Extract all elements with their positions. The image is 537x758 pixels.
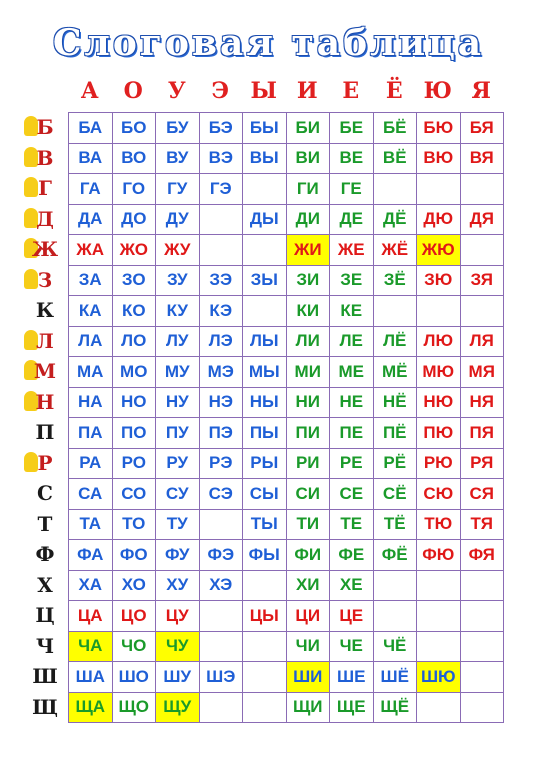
syllable-cell: ШЭ xyxy=(200,662,244,693)
consonant-label xyxy=(22,356,68,387)
syllable-cell xyxy=(461,571,505,602)
syllable-cell: НЁ xyxy=(374,388,418,419)
syllable-cell: ТЫ xyxy=(243,510,287,541)
syllable-cell: ТО xyxy=(113,510,157,541)
table-row xyxy=(69,327,504,358)
syllable-cell: ЧЕ xyxy=(330,632,374,663)
syllable-cell: ЖЁ xyxy=(374,235,418,266)
syllable-cell: СУ xyxy=(156,479,200,510)
consonant-letter: Х xyxy=(37,572,53,597)
syllable-cell xyxy=(417,632,461,663)
syllable-cell: ЧО xyxy=(113,632,157,663)
table-row xyxy=(69,632,504,663)
syllable-cell: ПЕ xyxy=(330,418,374,449)
consonant-letter: С xyxy=(37,481,53,506)
syllable-cell: ВА xyxy=(69,144,113,175)
vowel-header: Я xyxy=(471,78,491,104)
syllable-cell: ГО xyxy=(113,174,157,205)
syllable-cell xyxy=(243,662,287,693)
consonant-label xyxy=(22,448,68,479)
syllable-cell: ШЕ xyxy=(330,662,374,693)
bell-icon xyxy=(24,177,38,197)
syllable-cell: ХО xyxy=(113,571,157,602)
syllable-cell: ДЕ xyxy=(330,205,374,236)
syllable-cell: ЧЁ xyxy=(374,632,418,663)
syllable-cell: ЗЫ xyxy=(243,266,287,297)
syllable-cell: БУ xyxy=(156,113,200,144)
table-row xyxy=(69,205,504,236)
syllable-cell: ЩУ xyxy=(156,693,200,724)
vowel-header: А xyxy=(80,78,99,104)
consonant-letter: З xyxy=(37,267,53,292)
syllable-cell: ЖИ xyxy=(287,235,331,266)
syllable-cell: БА xyxy=(69,113,113,144)
syllable-cell: БИ xyxy=(287,113,331,144)
syllable-cell: ДУ xyxy=(156,205,200,236)
consonant-letter: Щ xyxy=(32,694,58,719)
syllable-cell: КЕ xyxy=(330,296,374,327)
syllable-cell: ВУ xyxy=(156,144,200,175)
syllable-cell: ПЫ xyxy=(243,418,287,449)
table-row xyxy=(69,266,504,297)
syllable-cell: СА xyxy=(69,479,113,510)
syllable-cell: ЩЁ xyxy=(374,693,418,724)
syllable-cell: КУ xyxy=(156,296,200,327)
syllable-cell: ЛИ xyxy=(287,327,331,358)
syllable-cell xyxy=(200,601,244,632)
syllable-cell xyxy=(200,632,244,663)
syllable-cell: ДЯ xyxy=(461,205,505,236)
syllable-cell: ДА xyxy=(69,205,113,236)
syllable-cell: ЗЮ xyxy=(417,266,461,297)
syllable-table xyxy=(68,112,504,723)
consonant-label xyxy=(22,326,68,357)
syllable-cell xyxy=(200,205,244,236)
table-row xyxy=(69,357,504,388)
syllable-cell: МЁ xyxy=(374,357,418,388)
consonant-label xyxy=(22,234,68,265)
consonant-label xyxy=(22,387,68,418)
vowel-header: Э xyxy=(211,78,229,104)
syllable-cell: СО xyxy=(113,479,157,510)
syllable-cell: ВЮ xyxy=(417,144,461,175)
syllable-cell xyxy=(374,601,418,632)
syllable-cell: ЛО xyxy=(113,327,157,358)
syllable-cell: ШЁ xyxy=(374,662,418,693)
consonant-letter: В xyxy=(36,145,54,170)
table-row xyxy=(69,144,504,175)
vowel-header: Е xyxy=(342,78,360,104)
table-row xyxy=(69,479,504,510)
syllable-cell: ЛЯ xyxy=(461,327,505,358)
consonant-label xyxy=(22,204,68,235)
syllable-cell: ДЫ xyxy=(243,205,287,236)
consonant-label xyxy=(22,265,68,296)
vowel-header: О xyxy=(123,78,143,104)
syllable-cell xyxy=(417,296,461,327)
syllable-cell: ЖЕ xyxy=(330,235,374,266)
table-row xyxy=(69,388,504,419)
syllable-cell: БЕ xyxy=(330,113,374,144)
syllable-cell: ЗО xyxy=(113,266,157,297)
syllable-cell xyxy=(243,571,287,602)
syllable-cell: ЦУ xyxy=(156,601,200,632)
syllable-cell: ГЕ xyxy=(330,174,374,205)
consonant-label xyxy=(22,692,68,723)
table-row xyxy=(69,113,504,144)
table-row xyxy=(69,174,504,205)
consonant-letter: Д xyxy=(36,206,54,231)
syllable-cell: РО xyxy=(113,449,157,480)
syllable-cell xyxy=(200,510,244,541)
syllable-cell: РЯ xyxy=(461,449,505,480)
syllable-cell xyxy=(374,174,418,205)
syllable-cell: ЦА xyxy=(69,601,113,632)
syllable-cell: НЫ xyxy=(243,388,287,419)
syllable-cell xyxy=(200,693,244,724)
syllable-cell: НЮ xyxy=(417,388,461,419)
syllable-cell: ФИ xyxy=(287,540,331,571)
syllable-cell: ЩЕ xyxy=(330,693,374,724)
syllable-cell xyxy=(243,632,287,663)
syllable-cell: ФЯ xyxy=(461,540,505,571)
syllable-cell: СЁ xyxy=(374,479,418,510)
syllable-cell: МЫ xyxy=(243,357,287,388)
syllable-cell: ШЮ xyxy=(417,662,461,693)
syllable-cell: ТЁ xyxy=(374,510,418,541)
consonant-label xyxy=(22,631,68,662)
consonant-column xyxy=(22,112,68,722)
syllable-cell: ХА xyxy=(69,571,113,602)
syllable-cell xyxy=(243,235,287,266)
syllable-cell: ЖО xyxy=(113,235,157,266)
syllable-cell: ФО xyxy=(113,540,157,571)
syllable-cell: ЗЭ xyxy=(200,266,244,297)
syllable-cell: МЭ xyxy=(200,357,244,388)
syllable-cell: ГЭ xyxy=(200,174,244,205)
syllable-cell: ЖУ xyxy=(156,235,200,266)
syllable-cell: ВЁ xyxy=(374,144,418,175)
syllable-cell: ВИ xyxy=(287,144,331,175)
syllable-cell: РЭ xyxy=(200,449,244,480)
consonant-label xyxy=(22,509,68,540)
consonant-label xyxy=(22,143,68,174)
syllable-cell xyxy=(243,174,287,205)
syllable-cell: ШИ xyxy=(287,662,331,693)
syllable-cell: ХУ xyxy=(156,571,200,602)
syllable-cell: НУ xyxy=(156,388,200,419)
syllable-cell: ЗИ xyxy=(287,266,331,297)
table-row xyxy=(69,693,504,724)
syllable-cell: НИ xyxy=(287,388,331,419)
consonant-label xyxy=(22,661,68,692)
consonant-letter: М xyxy=(33,359,57,384)
syllable-cell: ХЕ xyxy=(330,571,374,602)
consonant-letter: Н xyxy=(35,389,55,414)
syllable-cell: ЗЯ xyxy=(461,266,505,297)
syllable-cell: БО xyxy=(113,113,157,144)
consonant-label xyxy=(22,600,68,631)
table-row xyxy=(69,601,504,632)
syllable-cell xyxy=(374,571,418,602)
syllable-cell: ДИ xyxy=(287,205,331,236)
syllable-cell: СЮ xyxy=(417,479,461,510)
syllable-cell: ВЭ xyxy=(200,144,244,175)
table-row xyxy=(69,662,504,693)
bell-icon xyxy=(24,269,38,289)
syllable-cell: РЕ xyxy=(330,449,374,480)
syllable-cell: НЕ xyxy=(330,388,374,419)
vowel-header: У xyxy=(167,78,186,104)
syllable-cell xyxy=(200,235,244,266)
syllable-cell: КА xyxy=(69,296,113,327)
consonant-label xyxy=(22,112,68,143)
syllable-cell: ХИ xyxy=(287,571,331,602)
syllable-cell: СЯ xyxy=(461,479,505,510)
syllable-cell: КО xyxy=(113,296,157,327)
syllable-cell: РЮ xyxy=(417,449,461,480)
syllable-cell xyxy=(461,174,505,205)
syllable-cell: ТЮ xyxy=(417,510,461,541)
syllable-cell xyxy=(417,601,461,632)
syllable-cell: ФЕ xyxy=(330,540,374,571)
consonant-letter: Ш xyxy=(32,664,58,689)
syllable-cell: ЗЕ xyxy=(330,266,374,297)
syllable-cell: ВЕ xyxy=(330,144,374,175)
syllable-cell: ПИ xyxy=(287,418,331,449)
syllable-cell: РУ xyxy=(156,449,200,480)
syllable-cell: ЧА xyxy=(69,632,113,663)
consonant-letter: Б xyxy=(36,115,54,140)
syllable-cell: ЛА xyxy=(69,327,113,358)
syllable-cell: РЫ xyxy=(243,449,287,480)
vowel-header: Ы xyxy=(250,78,277,104)
syllable-cell: ГИ xyxy=(287,174,331,205)
vowel-header: Ё xyxy=(385,78,403,104)
syllable-cell: ПО xyxy=(113,418,157,449)
syllable-cell: БЁ xyxy=(374,113,418,144)
syllable-cell: МЯ xyxy=(461,357,505,388)
consonant-label xyxy=(22,570,68,601)
syllable-cell: РИ xyxy=(287,449,331,480)
syllable-cell: ЗА xyxy=(69,266,113,297)
syllable-cell: СИ xyxy=(287,479,331,510)
syllable-cell: СЫ xyxy=(243,479,287,510)
syllable-cell: ЖА xyxy=(69,235,113,266)
syllable-cell: СЭ xyxy=(200,479,244,510)
syllable-cell: ШУ xyxy=(156,662,200,693)
syllable-cell: ТЕ xyxy=(330,510,374,541)
syllable-cell xyxy=(461,601,505,632)
table-row xyxy=(69,296,504,327)
syllable-cell xyxy=(461,662,505,693)
syllable-cell: БЫ xyxy=(243,113,287,144)
syllable-cell: МЮ xyxy=(417,357,461,388)
syllable-cell: ШО xyxy=(113,662,157,693)
syllable-cell: ФЫ xyxy=(243,540,287,571)
consonant-label xyxy=(22,173,68,204)
syllable-cell: ВО xyxy=(113,144,157,175)
syllable-cell: ВЫ xyxy=(243,144,287,175)
syllable-cell: МА xyxy=(69,357,113,388)
syllable-cell: НА xyxy=(69,388,113,419)
consonant-letter: Л xyxy=(36,328,54,353)
syllable-cell: ЩА xyxy=(69,693,113,724)
consonant-letter: Ф xyxy=(35,542,55,567)
syllable-cell xyxy=(374,296,418,327)
syllable-cell: ПЯ xyxy=(461,418,505,449)
consonant-letter: Ж xyxy=(31,237,59,262)
syllable-cell: ЧИ xyxy=(287,632,331,663)
syllable-cell: НЭ xyxy=(200,388,244,419)
syllable-cell xyxy=(461,632,505,663)
syllable-cell: ЖЮ xyxy=(417,235,461,266)
syllable-cell: ТУ xyxy=(156,510,200,541)
syllable-cell: ФА xyxy=(69,540,113,571)
table-row xyxy=(69,571,504,602)
syllable-cell: ЗУ xyxy=(156,266,200,297)
syllable-cell: ГУ xyxy=(156,174,200,205)
syllable-cell: ЛУ xyxy=(156,327,200,358)
syllable-cell: МУ xyxy=(156,357,200,388)
syllable-cell xyxy=(243,693,287,724)
syllable-cell xyxy=(461,296,505,327)
syllable-cell: ЛЕ xyxy=(330,327,374,358)
syllable-cell xyxy=(417,174,461,205)
syllable-cell: ЩИ xyxy=(287,693,331,724)
syllable-cell: КЭ xyxy=(200,296,244,327)
syllable-cell: ТА xyxy=(69,510,113,541)
consonant-label xyxy=(22,417,68,448)
table-row xyxy=(69,510,504,541)
syllable-cell: БЭ xyxy=(200,113,244,144)
consonant-letter: Г xyxy=(38,176,52,201)
table-row xyxy=(69,418,504,449)
syllable-cell: ГА xyxy=(69,174,113,205)
syllable-cell: СЕ xyxy=(330,479,374,510)
syllable-cell: ПА xyxy=(69,418,113,449)
consonant-label xyxy=(22,539,68,570)
syllable-cell: КИ xyxy=(287,296,331,327)
syllable-cell: ФЭ xyxy=(200,540,244,571)
syllable-cell: ПЭ xyxy=(200,418,244,449)
syllable-cell: ТЯ xyxy=(461,510,505,541)
consonant-label xyxy=(22,478,68,509)
syllable-cell: РА xyxy=(69,449,113,480)
syllable-cell: ЗЁ xyxy=(374,266,418,297)
syllable-cell: ЛЮ xyxy=(417,327,461,358)
syllable-cell: МО xyxy=(113,357,157,388)
syllable-cell: ЛЭ xyxy=(200,327,244,358)
consonant-letter: Т xyxy=(37,511,53,536)
syllable-cell: ЛЫ xyxy=(243,327,287,358)
syllable-cell: ФЁ xyxy=(374,540,418,571)
syllable-cell: РЁ xyxy=(374,449,418,480)
syllable-cell: ФУ xyxy=(156,540,200,571)
vowel-header-row xyxy=(68,78,503,108)
table-row xyxy=(69,449,504,480)
syllable-cell: БЯ xyxy=(461,113,505,144)
syllable-cell: ДО xyxy=(113,205,157,236)
syllable-cell xyxy=(461,235,505,266)
syllable-cell: ПЁ xyxy=(374,418,418,449)
syllable-cell: ЦЫ xyxy=(243,601,287,632)
syllable-cell: ПЮ xyxy=(417,418,461,449)
syllable-cell: ЦЕ xyxy=(330,601,374,632)
syllable-cell: ХЭ xyxy=(200,571,244,602)
syllable-cell xyxy=(243,296,287,327)
vowel-header: И xyxy=(296,78,318,104)
syllable-cell: НЯ xyxy=(461,388,505,419)
syllable-cell: ЧУ xyxy=(156,632,200,663)
syllable-cell: ПУ xyxy=(156,418,200,449)
consonant-letter: Ч xyxy=(35,633,55,658)
vowel-header: Ю xyxy=(423,78,452,104)
syllable-cell: ТИ xyxy=(287,510,331,541)
syllable-cell: ША xyxy=(69,662,113,693)
syllable-cell xyxy=(417,693,461,724)
syllable-cell: МИ xyxy=(287,357,331,388)
page-title: Слоговая таблица xyxy=(52,22,485,64)
syllable-cell: БЮ xyxy=(417,113,461,144)
syllable-cell: ФЮ xyxy=(417,540,461,571)
table-row xyxy=(69,540,504,571)
syllable-cell: ЦО xyxy=(113,601,157,632)
syllable-cell: ВЯ xyxy=(461,144,505,175)
bell-icon xyxy=(24,452,38,472)
syllable-cell: ДЁ xyxy=(374,205,418,236)
consonant-letter: Р xyxy=(37,450,53,475)
syllable-cell: МЕ xyxy=(330,357,374,388)
consonant-letter: Ц xyxy=(35,603,55,628)
table-row xyxy=(69,235,504,266)
syllable-cell: ЦИ xyxy=(287,601,331,632)
syllable-cell: ДЮ xyxy=(417,205,461,236)
consonant-label xyxy=(22,295,68,326)
syllable-cell: ЩО xyxy=(113,693,157,724)
consonant-letter: К xyxy=(35,298,55,323)
consonant-letter: П xyxy=(35,420,55,445)
syllable-cell: НО xyxy=(113,388,157,419)
syllable-cell: ЛЁ xyxy=(374,327,418,358)
syllable-cell xyxy=(417,571,461,602)
syllable-cell xyxy=(461,693,505,724)
